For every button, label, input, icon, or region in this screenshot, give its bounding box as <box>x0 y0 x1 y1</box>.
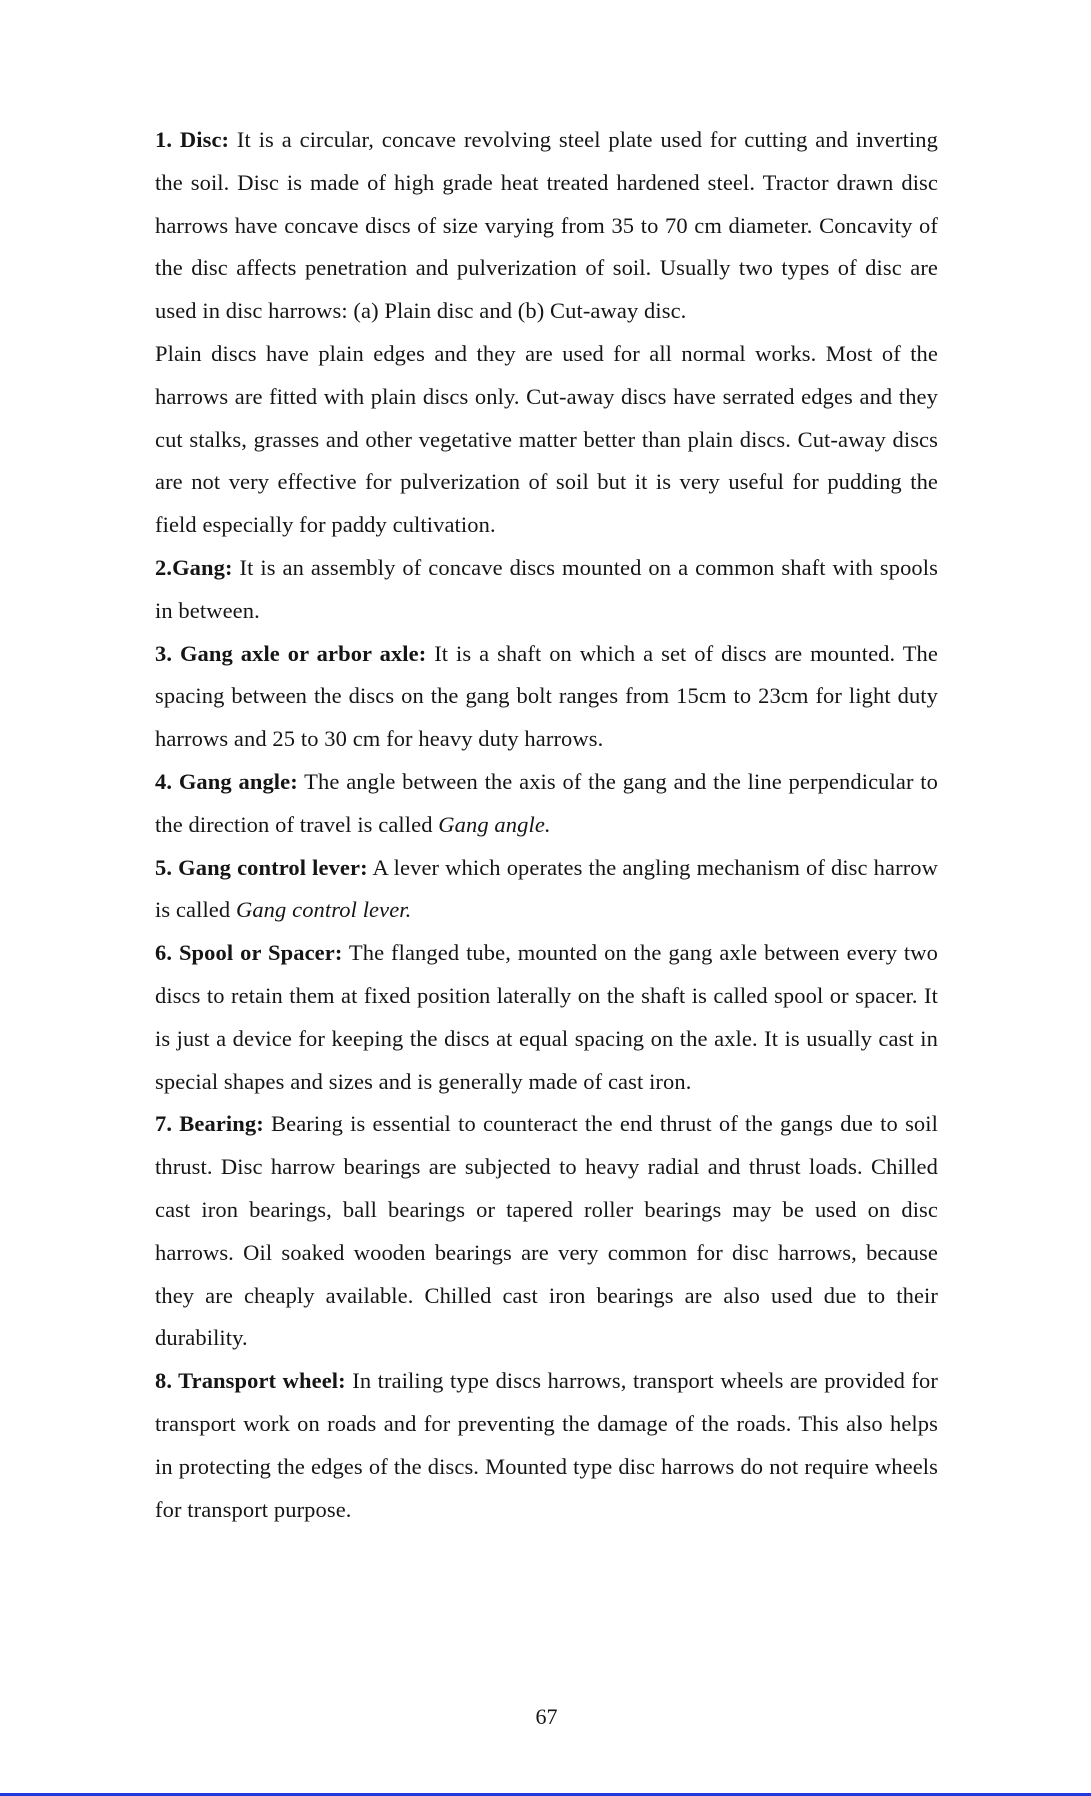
run-bold: 6. Spool or Spacer: <box>155 940 343 966</box>
paragraph <box>155 547 938 633</box>
paragraph <box>155 1103 938 1360</box>
run-italic: Gang control lever. <box>235 897 412 923</box>
page-number: 67 <box>535 1704 558 1729</box>
paragraph <box>155 1360 938 1531</box>
run-normal: It is an assembly of concave discs mounted on a common shaft with spools in between. <box>155 554 938 623</box>
run-normal: It is a circular, concave revolving steel plate used for cutting and inverting the soil. Disc is made of high grade heat treated hardened steel. Tractor drawn disc harrows have concave discs of size varying from 35 to 70 cm diameter. Concavity of the disc affects penetration and pulverization of soil. Usually two types of disc are used in disc harrows: (a) Plain disc and (b) Cut-away disc. <box>155 127 938 324</box>
run-bold: 2.Gang: <box>155 554 233 580</box>
document-body <box>155 119 938 1531</box>
run-normal: It is a shaft on which a set of discs are mounted. The spacing between the discs on the gang bolt ranges from 15cm to 23cm for light duty harrows and 25 to 30 cm for heavy duty harrows. <box>155 640 938 752</box>
run-bold: 1. Disc: <box>155 127 230 152</box>
run-bold: 4. Gang angle: <box>155 768 298 794</box>
run-normal: A lever which operates the angling mechanism of disc harrow is called <box>155 854 938 923</box>
run-normal: In trailing type discs harrows, transport wheels are provided for transport work on roads and for preventing the damage of the roads. This also helps in protecting the edges of the discs. Mounted type disc harrows do not require wheels for transport purpose. <box>155 1368 938 1522</box>
paragraph <box>155 119 938 333</box>
run-bold: 7. Bearing: <box>155 1111 264 1137</box>
run-bold: 5. Gang control lever: <box>155 854 368 880</box>
run-normal: The flanged tube, mounted on the gang axle between every two discs to retain them at fixed position laterally on the shaft is called spool or spacer. It is just a device for keeping the discs at equal spacing on the axle. It is usually cast in special shapes and sizes and is generally made of cast iron. <box>155 940 938 1094</box>
paragraph <box>155 847 938 933</box>
paragraph <box>155 333 938 547</box>
run-normal: Bearing is essential to counteract the end thrust of the gangs due to soil thrust. Disc harrow bearings are subjected to heavy radial and thrust loads. Chilled cast iron bearings, ball bearings or tapered roller bearings may be used on disc harrows. Oil soaked wooden bearings are very common for disc harrows, because they are cheaply available. Chilled cast iron bearings are also used due to their durability. <box>155 1111 938 1351</box>
run-normal: Plain discs have plain edges and they are used for all normal works. Most of the harrows are fitted with plain discs only. Cut-away discs have serrated edges and they cut stalks, grasses and other vegetative matter better than plain discs. Cut-away discs are not very effective for pulverization of soil but it is very useful for pudding the field especially for paddy cultivation. <box>155 340 938 538</box>
run-bold: 3. Gang axle or arbor axle: <box>155 640 427 666</box>
paragraph <box>155 633 938 761</box>
run-normal: The angle between the axis of the gang and the line perpendicular to the direction of travel is called <box>155 768 938 837</box>
run-italic: Gang angle. <box>438 811 551 837</box>
paragraph <box>155 932 938 1103</box>
paragraph <box>155 761 938 847</box>
run-bold: 8. Transport wheel: <box>155 1368 346 1394</box>
